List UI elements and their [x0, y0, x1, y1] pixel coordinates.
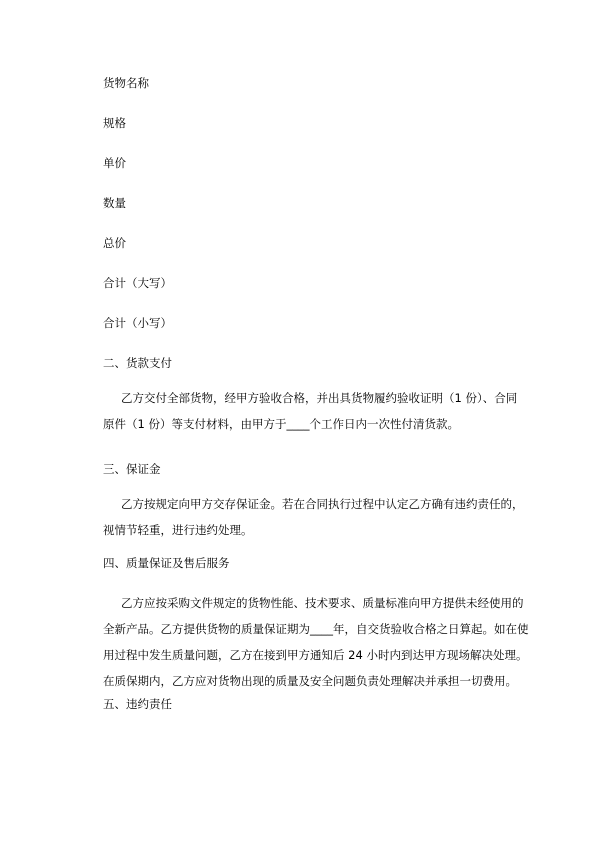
section-heading-deposit: 三、保证金: [103, 462, 161, 476]
section-heading-liability: 五、违约责任: [103, 697, 172, 711]
item-quantity: 数量: [103, 196, 126, 210]
paragraph-deposit: [103, 491, 528, 543]
paragraph-line: 乙方交付全部货物，经甲方验收合格，并出具货物履约验收证明（1 份）、合同: [121, 391, 518, 405]
paragraph-line: 视情节轻重，进行违约处理。: [103, 523, 253, 537]
item-sum-lowercase: 合计（小写）: [103, 316, 172, 330]
item-goods-name: 货物名称: [103, 76, 149, 90]
paragraph-line: 全新产品。乙方提供货物的质量保证期为____年，自交货验收合格之日算起。如在使: [103, 622, 529, 636]
item-total-price: 总价: [103, 236, 126, 250]
section-heading-payment: 二、货款支付: [103, 356, 172, 370]
section-heading-warranty: 四、质量保证及售后服务: [103, 556, 230, 570]
paragraph-line: 用过程中发生质量问题，乙方在接到甲方通知后 24 小时内到达甲方现场解决处理。: [103, 648, 528, 662]
paragraph-payment: [103, 385, 528, 437]
paragraph-line: 乙方按规定向甲方交存保证金。若在合同执行过程中认定乙方确有违约责任的，: [121, 497, 524, 511]
paragraph-line: 原件（1 份）等支付材料，由甲方于____个工作日内一次性付清货款。: [103, 417, 459, 431]
paragraph-warranty: [103, 590, 528, 694]
item-unit-price: 单价: [103, 156, 126, 170]
item-specification: 规格: [103, 116, 126, 130]
item-sum-uppercase: 合计（大写）: [103, 276, 172, 290]
paragraph-line: 乙方应按采购文件规定的货物性能、技术要求、质量标准向甲方提供未经使用的: [121, 596, 524, 610]
paragraph-line: 在质保期内，乙方应对货物出现的质量及安全问题负责处理解决并承担一切费用。: [103, 674, 517, 688]
